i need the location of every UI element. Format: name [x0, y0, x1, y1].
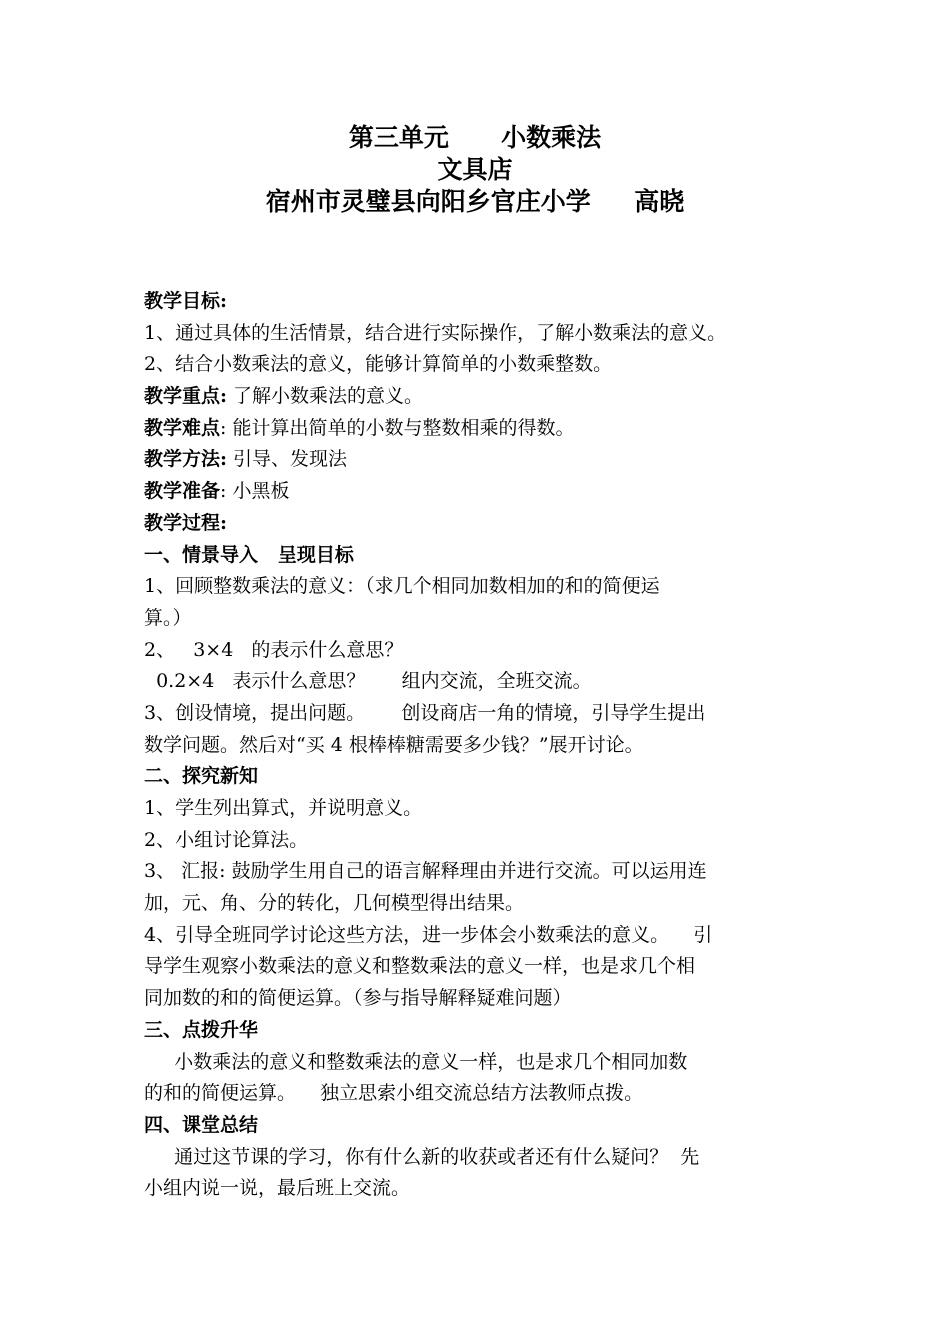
prep-row	[144, 476, 824, 508]
section-2-heading: 二、探究新知	[144, 765, 259, 788]
section-2-line: 1、学生列出算式，并说明意义。	[144, 797, 423, 819]
section-2-line: 2、小组讨论算法。	[144, 828, 309, 851]
author-line: 宿州市灵璧县向阳乡官庄小学 高晓	[265, 187, 685, 216]
unit-title: 第三单元 小数乘法	[348, 123, 602, 152]
section-4-heading: 四、课堂总结	[144, 1113, 259, 1136]
section-3-heading: 三、点拨升华	[144, 1018, 259, 1041]
section-1-line: 算。）	[144, 606, 192, 629]
section-1-heading: 一、情景导入 呈现目标	[144, 543, 354, 566]
process-heading: 教学过程:	[144, 511, 228, 534]
difficulty-label: 教学难点	[144, 416, 221, 439]
section-1-line: 数学问题。然后对“买 4 根棒棒糖需要多少钱？”展开讨论。	[144, 733, 644, 756]
lesson-title: 文具店	[437, 155, 513, 184]
section-2-line: 加，元、角、分的转化，几何模型得出结果。	[144, 892, 525, 915]
section-1-line: 1、回顾整数乘法的意义：（求几个相同加数相加的和的简便运	[144, 575, 660, 598]
section-1-line: 3、创设情境，提出问题。 创设商店一角的情境，引导学生提出	[144, 701, 706, 724]
method-label: 教学方法:	[144, 448, 228, 471]
key-point-text: 了解小数乘法的意义。	[227, 385, 424, 408]
document-header	[0, 122, 950, 218]
section-1-line: 0.2×4 表示什么意思？ 组内交流，全班交流。	[144, 670, 592, 693]
section-2-line: 4、引导全班同学讨论这些方法，进一步体会小数乘法的意义。 引	[144, 923, 713, 946]
prep-label: 教学准备	[144, 480, 221, 503]
section-3-line: 的和的简便运算。 独立思索小组交流总结方法教师点拨。	[144, 1082, 644, 1105]
section-2-line: 导学生观察小数乘法的意义和整数乘法的意义一样，也是求几个相	[144, 955, 696, 978]
objective-1: 1、通过具体的生活情景，结合进行实际操作，了解小数乘法的意义。	[144, 321, 727, 344]
objectives-heading: 教学目标:	[144, 290, 228, 312]
section-4-line: 通过这节课的学习，你有什么新的收获或者还有什么疑问？ 先	[144, 1145, 700, 1168]
section-2-line: 同加数的和的简便运算。（参与指导解释疑难问题）	[144, 987, 572, 1010]
key-point-row	[144, 381, 824, 413]
section-3-line: 小数乘法的意义和整数乘法的意义一样，也是求几个相同加数	[144, 1050, 688, 1073]
objective-2: 2、结合小数乘法的意义，能够计算简单的小数乘整数。	[144, 353, 613, 376]
method-text: 引导、发现法	[227, 448, 348, 471]
section-4-line: 小组内说一说，最后班上交流。	[144, 1177, 411, 1200]
lesson-plan-body	[144, 286, 824, 1205]
difficulty-row	[144, 413, 824, 445]
section-2-line: 3、 汇报: 鼓励学生用自己的语言解释理由并进行交流。可以运用连	[144, 860, 707, 883]
prep-text: : 小黑板	[220, 480, 290, 503]
section-1-line: 2、 3×4 的表示什么意思？	[144, 638, 404, 661]
key-point-label: 教学重点:	[144, 385, 228, 408]
difficulty-text: : 能计算出简单的小数与整数相乘的得数。	[220, 416, 575, 439]
method-row	[144, 444, 824, 476]
